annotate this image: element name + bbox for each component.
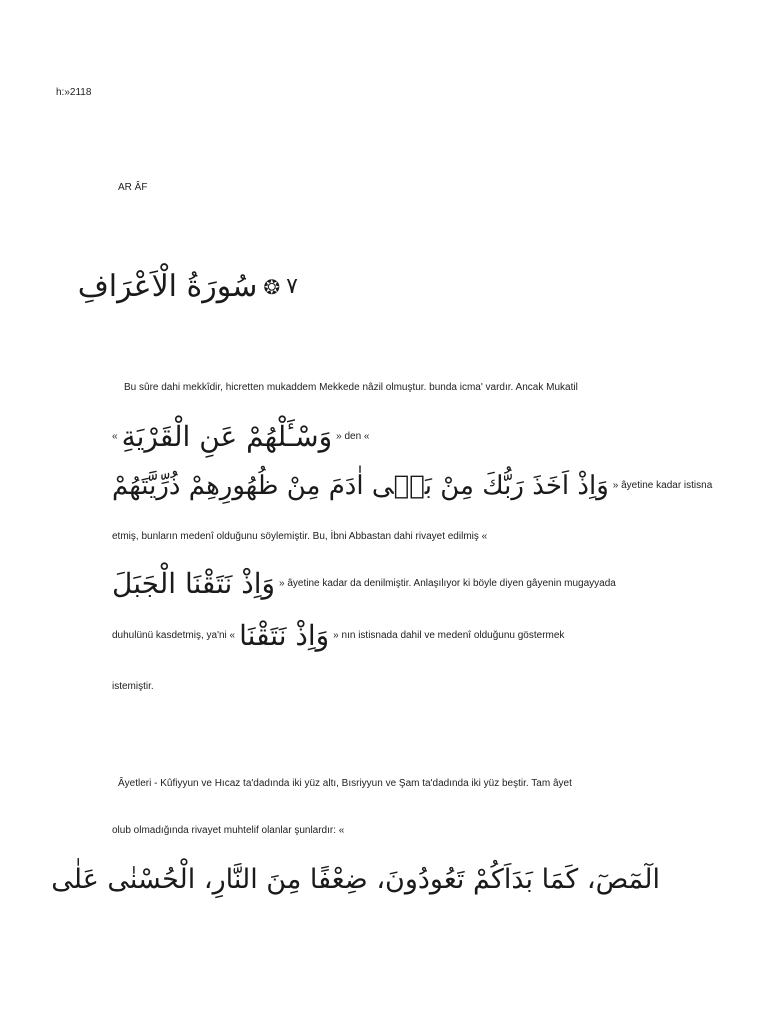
arabic-verse-3: وَاِذْ نَتَقْنَا الْجَبَلَ [112,567,275,600]
paragraph-line-7: istemiştir. [112,681,154,692]
line-3-text: » âyetine kadar istisna [612,480,713,491]
arabic-verse-4: وَاِذْ نَتَقْنَا [239,619,330,652]
ornament-icon: ❂ [263,275,281,299]
paragraph-line-5 [112,566,616,602]
open-quote: « [112,431,118,442]
paragraph-line-8: Âyetleri - Kûfiyyun ve Hıcaz ta'dadında iki yüz altı, Bısriyyun ve Şam ta'dadında iki yüz beştir. Tam âyet [118,778,572,789]
arabic-verse-1: وَسْـَٔلْهُمْ عَنِ الْقَرْيَةِ [121,420,333,453]
page-reference: h:»2118 [56,87,92,98]
paragraph-line-4: etmiş, bunların medenî olduğunu söylemiştir. Bu, İbni Abbastan dahi rivayet edilmiş « [112,531,488,542]
line-6-before: duhulünü kasdetmiş, ya'ni « [112,630,236,641]
line-6-after: » nın istisnada dahil ve medenî olduğunu göstermek [333,630,565,641]
paragraph-line-9: olub olmadığında rivayet muhtelif olanlar şunlardır: « [112,825,345,836]
arabic-verse-5: الٓمٓصٓ، كَمَا بَدَاَكُمْ تَعُودُونَ، ضِعْفًا مِنَ النَّارِ، الْحُسْنٰى عَلٰى [51,864,660,895]
surah-number: ٧ [286,274,298,299]
line-2-text: » den « [336,431,370,442]
paragraph-line-3 [112,468,712,504]
section-title: AR ÂF [118,182,148,193]
arabic-verse-2: وَاِذْ اَخَذَ رَبُّكَ مِنْ بَنٖى اٰدَمَ مِنْ ظُهُورِهِمْ ذُرِّيَّتَهُمْ [112,471,609,501]
surah-name: سُورَةُ الْاَعْرَافِ [77,269,258,304]
paragraph-line-6 [112,618,564,654]
surah-heading [77,265,298,309]
paragraph-line-2 [112,420,369,454]
paragraph-line-1: Bu sûre dahi mekkîdir, hicretten mukaddem Mekkede nâzil olmuştur. bunda icma' vardır. Ancak Mukatil [124,382,578,393]
line-5-text: » âyetine kadar da denilmiştir. Anlaşılıyor ki böyle diyen gâyenin mugayyada [279,578,616,589]
paragraph-line-10 [51,858,660,902]
